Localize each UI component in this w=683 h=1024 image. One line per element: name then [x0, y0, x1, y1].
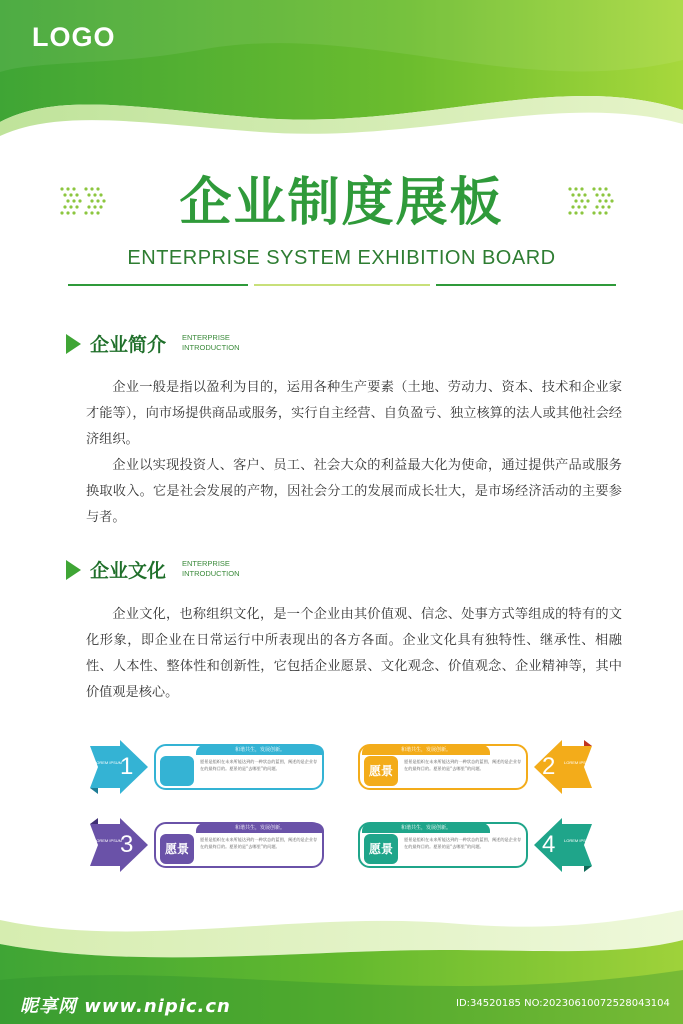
section-title: 企业简介: [90, 334, 167, 356]
title-divider: [68, 284, 616, 287]
card-tag: 愿景: [364, 756, 398, 786]
number-badge-2: 2 LOREM IPSUM: [542, 753, 593, 780]
card-body: 愿景是组织在未来所能达到的一种状态的蓝图，阐述的是企业存在的最终目的。愿景的是“去哪里”的问题。: [404, 759, 522, 771]
card-tag: 愿景: [160, 834, 194, 864]
card-body: 愿景是组织在未来所能达到的一种状态的蓝图，阐述的是企业存在的最终目的。愿景的是“去哪里”的问题。: [404, 837, 522, 849]
number-badge-1: LOREM IPSUM 1: [94, 753, 134, 780]
watermark-site: 昵享网 www.nipic.cn: [20, 996, 231, 1017]
watermark-id: ID:34520185 NO:20230610072528043104: [456, 998, 670, 1009]
card-body: 愿景是组织在未来所能达到的一种状态的蓝图，阐述的是企业存在的最终目的。愿景的是“去哪里”的问题。: [200, 759, 318, 771]
info-card-1: [154, 744, 324, 790]
section-title-en: ENTERPRISE INTRODUCTION: [182, 559, 240, 578]
number-badge-4: 4 LOREM IPSUM: [542, 831, 593, 858]
section-arrow-icon: [66, 334, 81, 354]
page-subtitle: ENTERPRISE SYSTEM EXHIBITION BOARD: [127, 247, 556, 269]
section-title-en: ENTERPRISE INTRODUCTION: [182, 333, 240, 352]
card-header: 和谐共生，发展创新。: [196, 745, 324, 755]
logo: LOGO: [32, 22, 116, 52]
card-tag: 愿景: [364, 834, 398, 864]
page-title: 企业制度展板: [179, 173, 504, 233]
section-title: 企业文化: [90, 560, 167, 582]
paragraph: 企业一般是指以盈利为目的，运用各种生产要素（土地、劳动力、资本、技术和企业家才能等），向市场提供商品或服务，实行自主经营、自负盈亏、独立核算的法人或其他社会经济组织。: [86, 380, 622, 447]
info-card-3: [154, 822, 324, 868]
card-body: 愿景是组织在未来所能达到的一种状态的蓝图，阐述的是企业存在的最终目的。愿景的是“去哪里”的问题。: [200, 837, 318, 849]
card-tag: [160, 756, 194, 786]
card-header: 和谐共生，发展创新。: [362, 745, 490, 755]
section-arrow-icon: [66, 560, 81, 580]
paragraph: 企业以实现投资人、客户、员工、社会大众的利益最大化为使命，通过提供产品或服务换取收入。它是社会发展的产物，因社会分工的发展而成长壮大，是市场经济活动的主要参与者。: [86, 458, 622, 525]
paragraph: 企业文化，也称组织文化，是一个企业由其价值观、信念、处事方式等组成的特有的文化形象，即企业在日常运行中所表现出的各方各面。企业文化具有独特性、继承性、相融性、人本性、整体性和创新性，它包括企业愿景、文化观念、价值观念、企业精神等，其中价值观是核心。: [86, 607, 622, 700]
card-header: 和谐共生，发展创新。: [196, 823, 324, 833]
info-card-2: [358, 744, 528, 790]
info-card-4: [358, 822, 528, 868]
number-badge-3: LOREM IPSUM 3: [94, 831, 134, 858]
card-header: 和谐共生，发展创新。: [362, 823, 490, 833]
